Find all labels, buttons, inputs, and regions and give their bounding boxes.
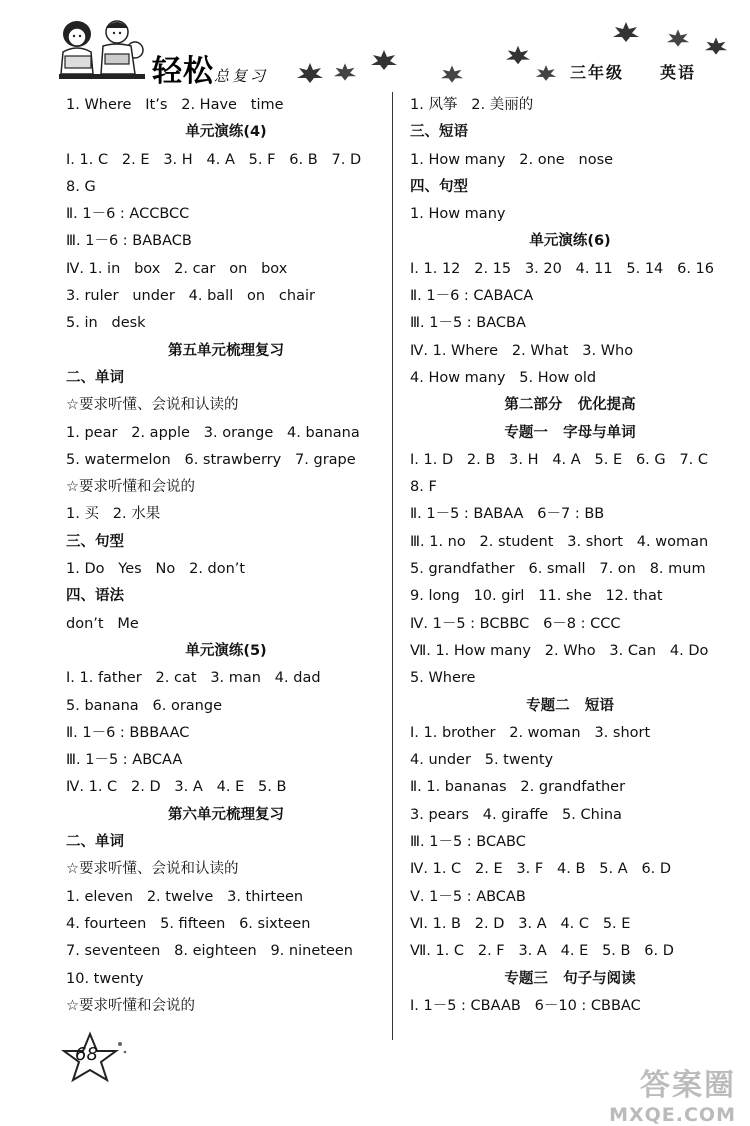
answer-line: Ⅶ. 1. C 2. F 3. A 4. E 5. B 6. D [410,943,674,960]
answer-line: Ⅳ. 1. Where 2. What 3. Who [410,342,634,359]
answer-line: 1. How many 2. one nose [410,151,614,168]
left-column [66,92,386,1020]
maple-leaf-icon [612,20,640,44]
section-heading: 专题三 句子与阅读 [504,970,636,987]
answer-line: Ⅳ. 1. C 2. E 3. F 4. B 5. A 6. D [410,861,672,878]
subject-label: 英语 [660,63,697,82]
answer-line: Ⅱ. 1－6 : ACCBCC [66,206,190,223]
answer-line: Ⅳ. 1－5 : BCBBC 6－8 : CCC [410,615,621,632]
answer-line: 10. twenty [66,970,144,987]
brand-title [152,46,268,90]
answer-line: Ⅵ. 1. B 2. D 3. A 4. C 5. E [410,915,631,932]
answer-line: ☆要求听懂和会说的 [66,997,195,1014]
maple-leaf-icon [666,28,690,48]
brand-sub: 总复习 [214,67,269,85]
section-heading: 专题一 字母与单词 [504,424,636,441]
answer-line: 4. fourteen 5. fifteen 6. sixteen [66,915,311,932]
answer-line: 5. watermelon 6. strawberry 7. grape [66,451,356,468]
answer-line: Ⅳ. 1. C 2. D 3. A 4. E 5. B [66,779,287,796]
watermark-title: 答案圈 [640,1068,736,1103]
answer-line: 1. pear 2. apple 3. orange 4. banana [66,424,360,441]
answer-line: 5. banana 6. orange [66,697,222,714]
watermark [609,1060,736,1126]
answer-line: Ⅱ. 1－6 : BBBAAC [66,724,190,741]
answer-line: 1. Do Yes No 2. don’t [66,561,246,578]
section-heading: 单元演练(6) [529,233,611,250]
answer-line: Ⅰ. 1. D 2. B 3. H 4. A 5. E 6. G 7. C [410,451,709,468]
answer-line: ☆要求听懂、会说和认读的 [66,861,239,878]
maple-leaf-icon [440,64,464,84]
answer-line: Ⅲ. 1. no 2. student 3. short 4. woman [410,533,709,550]
section-heading: 第六单元梳理复习 [168,806,284,823]
answer-line: Ⅱ. 1－5 : BABAA 6－7 : BB [410,506,605,523]
answer-line: 5. Where [410,670,476,687]
right-column [410,92,730,1020]
maple-leaf-icon [505,44,531,66]
answer-line: Ⅰ. 1. C 2. E 3. H 4. A 5. F 6. B 7. D [66,151,362,168]
answer-line: Ⅲ. 1－6 : BABACB [66,233,192,250]
page-header [0,0,750,92]
answer-line: Ⅰ. 1－5 : CBAAB 6－10 : CBBAC [410,997,641,1014]
answer-line: 8. F [410,479,437,496]
grade-label: 三年级 [570,63,625,82]
reading-children-illustration [55,12,150,82]
subsection-heading: 二、单词 [66,369,124,386]
maple-leaf-icon [535,64,557,82]
subsection-heading: 二、单词 [66,834,124,851]
subsection-heading: 三、句型 [66,533,124,550]
maple-leaf-icon [704,36,728,56]
answer-line: ☆要求听懂和会说的 [66,479,195,496]
answer-line: Ⅴ. 1－5 : ABCAB [410,888,526,905]
answer-line: Ⅰ. 1. brother 2. woman 3. short [410,724,651,741]
answer-line: 9. long 10. girl 11. she 12. that [410,588,663,605]
answer-line: 1. 风筝 2. 美丽的 [410,97,534,113]
answer-line: 8. G [66,178,96,195]
answer-line: ☆要求听懂、会说和认读的 [66,397,239,414]
answer-line: 1. eleven 2. twelve 3. thirteen [66,888,304,905]
answer-line: Ⅱ. 1－6 : CABACA [410,288,534,305]
section-heading: 单元演练(5) [185,642,267,659]
answer-line: 7. seventeen 8. eighteen 9. nineteen [66,943,353,960]
section-heading: 第五单元梳理复习 [168,342,284,359]
answer-line: Ⅲ. 1－5 : ABCAA [66,752,183,769]
page-number: 68 [75,1044,98,1065]
watermark-url: MXQE.COM [609,1104,736,1126]
maple-leaf-icon [296,62,324,84]
answer-line: 4. How many 5. How old [410,369,597,386]
answer-line: Ⅶ. 1. How many 2. Who 3. Can 4. Do [410,642,709,659]
subsection-heading: 四、语法 [66,588,124,605]
answer-line: 1. 买 2. 水果 [66,506,161,523]
brand-main: 轻松 [152,54,214,89]
column-divider [392,92,393,1040]
answer-line: Ⅲ. 1－5 : BACBA [410,315,526,332]
section-heading: 单元演练(4) [185,124,267,141]
answer-line: 5. grandfather 6. small 7. on 8. mum [410,561,706,578]
answer-line: Ⅳ. 1. in box 2. car on box [66,260,288,277]
subsection-heading: 三、短语 [410,124,468,141]
answer-line: Ⅰ. 1. 12 2. 15 3. 20 4. 11 5. 14 6. 16 [410,260,714,277]
section-heading: 专题二 短语 [526,697,614,714]
answer-line: don’t Me [66,615,139,632]
answer-line: 1. Where It’s 2. Have time [66,97,284,113]
maple-leaf-icon [333,62,357,82]
answer-line: Ⅲ. 1－5 : BCABC [410,834,526,851]
answer-line: Ⅰ. 1. father 2. cat 3. man 4. dad [66,670,321,687]
answer-line: 5. in desk [66,315,146,332]
answer-line: 4. under 5. twenty [410,752,554,769]
answer-line: 3. pears 4. giraffe 5. China [410,806,622,823]
section-heading: 第二部分 优化提高 [504,397,636,414]
subsection-heading: 四、句型 [410,178,468,195]
answer-line: Ⅱ. 1. bananas 2. grandfather [410,779,626,796]
answer-line: 1. How many [410,206,506,223]
maple-leaf-icon [370,48,398,72]
answer-line: 3. ruler under 4. ball on chair [66,288,315,305]
